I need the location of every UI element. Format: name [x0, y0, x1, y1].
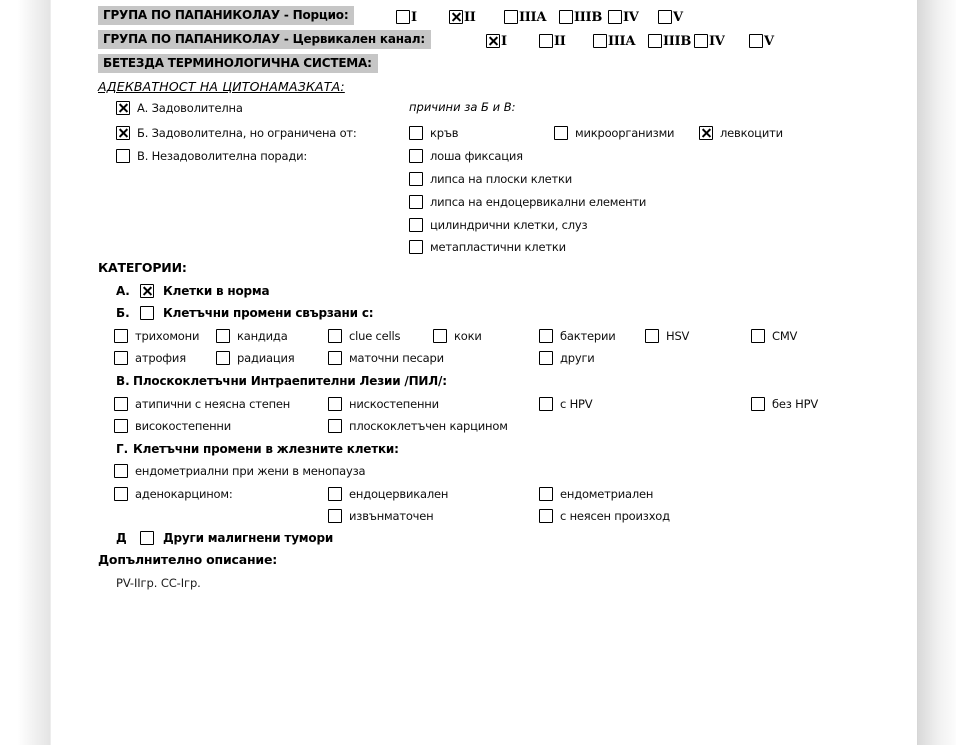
pap-cervical-iiib-label: IIIB	[663, 33, 692, 49]
pap-cervical-v-label: V	[764, 33, 774, 49]
pap-porcio-heading: ГРУПА ПО ПАПАНИКОЛАУ - Порцио:	[98, 6, 354, 25]
pap-porcio-iv-label: IV	[623, 9, 639, 25]
pap-porcio-ii-checkbox[interactable]	[449, 10, 463, 24]
pap-porcio-iiib-checkbox[interactable]	[559, 10, 573, 24]
drugi-label: други	[560, 351, 595, 365]
category-b-index: Б.	[116, 306, 130, 320]
atrofia-label: атрофия	[135, 351, 186, 365]
s-hpv-label: с HPV	[560, 397, 593, 411]
reason-metaplastichni-kletki	[409, 238, 566, 256]
category-a	[116, 282, 269, 300]
clue-cells-checkbox[interactable]	[328, 329, 342, 343]
bez-hpv-checkbox[interactable]	[751, 397, 765, 411]
flag-levkociti	[699, 124, 783, 142]
koki-label: коки	[454, 329, 482, 343]
b-radiacia	[216, 349, 294, 367]
pap-porcio-i-checkbox[interactable]	[396, 10, 410, 24]
b-trihomoni	[114, 327, 199, 345]
niskostepenni-label: нискостепенни	[349, 397, 439, 411]
neyasen-proizhod-label: с неясен произход	[560, 509, 670, 523]
category-d	[116, 529, 333, 547]
b-koki	[433, 327, 482, 345]
pap-cervical-option-iiib	[648, 32, 691, 50]
pap-porcio-iiia-label: IIIA	[519, 9, 547, 25]
lipsa-ploski-kletki-label: липса на плоски клетки	[430, 172, 572, 186]
pap-cervical-option-ii	[539, 32, 566, 50]
adequacy-item-b	[116, 124, 357, 142]
v-s-hpv	[539, 395, 592, 413]
adequacy-a-label: А. Задоволителна	[137, 101, 243, 115]
b-hsv	[645, 327, 689, 345]
pap-porcio-ii-label: II	[464, 9, 476, 25]
category-b	[116, 304, 373, 322]
adequacy-v-label: В. Незадоволителна поради:	[137, 149, 308, 163]
v-atipichni	[114, 395, 290, 413]
pap-cervical-ii-label: II	[554, 33, 566, 49]
trihomoni-label: трихомони	[135, 329, 200, 343]
bakterii-checkbox[interactable]	[539, 329, 553, 343]
adequacy-item-a	[116, 99, 243, 117]
pap-cervical-i-checkbox[interactable]	[486, 34, 500, 48]
bakterii-label: бактерии	[560, 329, 616, 343]
radiacia-checkbox[interactable]	[216, 351, 230, 365]
endometrialni-menopauza-label: ендометриални при жени в менопауза	[135, 464, 366, 478]
pap-cervical-option-iv	[694, 32, 725, 50]
pap-cervical-i-label: I	[501, 33, 507, 49]
reason-lipsa-ploski-kletki	[409, 170, 572, 188]
ploskokletuchen-karcinom-label: плоскоклетъчен карцином	[349, 419, 508, 433]
adequacy-title: АДЕКВАТНОСТ НА ЦИТОНАМАЗКАТА:	[98, 79, 345, 94]
b-atrofia	[114, 349, 186, 367]
atrofia-checkbox[interactable]	[114, 351, 128, 365]
drugi-maligneni-tumori-checkbox[interactable]	[140, 531, 154, 545]
endocervikalen-checkbox[interactable]	[328, 487, 342, 501]
s-hpv-checkbox[interactable]	[539, 397, 553, 411]
flag-mikroorganizmi	[554, 124, 674, 142]
pap-porcio-v-checkbox[interactable]	[658, 10, 672, 24]
adequacy-v-checkbox[interactable]	[116, 149, 130, 163]
b-matochni-pesari	[328, 349, 444, 367]
metaplastichni-kletki-checkbox[interactable]	[409, 240, 423, 254]
cilindrichni-kletki-label: цилиндрични клетки, слуз	[430, 218, 588, 232]
hsv-label: HSV	[666, 329, 690, 343]
document-page	[50, 0, 918, 745]
pap-porcio-option-v	[658, 8, 683, 26]
pap-cervical-heading: ГРУПА ПО ПАПАНИКОЛАУ - Цервикален канал:	[98, 30, 431, 49]
cmv-label: CMV	[772, 329, 798, 343]
cmv-checkbox[interactable]	[751, 329, 765, 343]
page-right-shadow	[918, 0, 956, 745]
category-v	[116, 372, 447, 390]
pap-cervical-v-checkbox[interactable]	[749, 34, 763, 48]
pap-porcio-v-label: V	[673, 9, 683, 25]
pap-porcio-option-ii	[449, 8, 476, 26]
pap-cervical-iiia-checkbox[interactable]	[593, 34, 607, 48]
additional-description-title: Допълнително описание:	[98, 552, 278, 567]
radiacia-label: радиация	[237, 351, 295, 365]
categories-title: КАТЕГОРИИ:	[98, 260, 187, 275]
reason-losha-fiksacia	[409, 147, 523, 165]
mikroorganizmi-label: микроорганизми	[575, 126, 675, 140]
v-ploskokletuchen-karcinom	[328, 417, 508, 435]
levkociti-label: левкоцити	[720, 126, 783, 140]
v-bez-hpv	[751, 395, 818, 413]
kandida-label: кандида	[237, 329, 288, 343]
adenokarcinom-checkbox[interactable]	[114, 487, 128, 501]
pap-cervical-iiia-label: IIIA	[608, 33, 636, 49]
kruv-label: кръв	[430, 126, 459, 140]
mikroorganizmi-checkbox[interactable]	[554, 126, 568, 140]
pap-porcio-option-iiib	[559, 8, 602, 26]
v-niskostepenni	[328, 395, 439, 413]
category-d-index: Д	[116, 531, 127, 545]
reason-kruv	[409, 124, 458, 142]
pap-porcio-option-i	[396, 8, 417, 26]
matochni-pesari-label: маточни песари	[349, 351, 444, 365]
bethesda-heading: БЕТЕЗДА ТЕРМИНОЛОГИЧНА СИСТЕМА:	[98, 54, 378, 73]
atipichni-checkbox[interactable]	[114, 397, 128, 411]
lipsa-ploski-kletki-checkbox[interactable]	[409, 172, 423, 186]
levkociti-checkbox[interactable]	[699, 126, 713, 140]
izvunmatochen-label: извънматочен	[349, 509, 434, 523]
g-endocervikalen	[328, 485, 448, 503]
kletki-v-norma-label: Клетки в норма	[163, 284, 270, 298]
kruv-checkbox[interactable]	[409, 126, 423, 140]
koki-checkbox[interactable]	[433, 329, 447, 343]
adequacy-a-checkbox[interactable]	[116, 101, 130, 115]
neyasen-proizhod-checkbox[interactable]	[539, 509, 553, 523]
b-kandida	[216, 327, 288, 345]
reasons-title: причини за Б и В:	[409, 100, 516, 114]
adequacy-b-label: Б. Задоволителна, но ограничена от:	[137, 126, 357, 140]
g-adenokarcinom	[114, 485, 233, 503]
adequacy-item-v	[116, 147, 307, 165]
lipsa-endocervikalni-checkbox[interactable]	[409, 195, 423, 209]
kandida-checkbox[interactable]	[216, 329, 230, 343]
pap-porcio-option-iiia	[504, 8, 546, 26]
bez-hpv-label: без HPV	[772, 397, 818, 411]
visokostepenni-label: високостепенни	[135, 419, 231, 433]
endocervikalen-label: ендоцервикален	[349, 487, 449, 501]
category-a-index: А.	[116, 284, 130, 298]
endometrialni-menopauza-checkbox[interactable]	[114, 464, 128, 478]
category-g-index: Г.	[116, 442, 129, 456]
pap-cervical-ii-checkbox[interactable]	[539, 34, 553, 48]
page-left-shadow	[0, 0, 50, 745]
category-g	[116, 440, 399, 458]
drugi-checkbox[interactable]	[539, 351, 553, 365]
b-bakterii	[539, 327, 616, 345]
kletki-v-norma-checkbox[interactable]	[140, 284, 154, 298]
pap-cervical-option-iiia	[593, 32, 635, 50]
clue-cells-label: clue cells	[349, 329, 401, 343]
g-neyasen-proizhod	[539, 507, 670, 525]
pap-cervical-iv-checkbox[interactable]	[694, 34, 708, 48]
pap-porcio-option-iv	[608, 8, 639, 26]
reason-cilindrichni-kletki	[409, 216, 587, 234]
adenokarcinom-label: аденокарцином:	[135, 487, 233, 501]
adequacy-b-checkbox[interactable]	[116, 126, 130, 140]
losha-fiksacia-label: лоша фиксация	[430, 149, 523, 163]
pap-cervical-iiib-checkbox[interactable]	[648, 34, 662, 48]
lipsa-endocervikalni-label: липса на ендоцервикални елементи	[430, 195, 647, 209]
v-visokostepenni	[114, 417, 231, 435]
g-endometrialni-menopauza	[114, 462, 365, 480]
category-v-index: В.	[116, 374, 130, 388]
metaplastichni-kletki-label: метапластични клетки	[430, 240, 566, 254]
category-v-label: Плоскоклетъчни Интраепителни Лезии /ПИЛ/:	[133, 374, 447, 388]
g-endometrialen	[539, 485, 653, 503]
b-drugi	[539, 349, 595, 367]
pap-cervical-option-v	[749, 32, 774, 50]
atipichni-label: атипични с неясна степен	[135, 397, 291, 411]
category-g-label: Клетъчни промени в жлезните клетки:	[133, 442, 399, 456]
pap-porcio-iiib-label: IIIB	[574, 9, 603, 25]
b-cmv	[751, 327, 797, 345]
reason-lipsa-endocervikalni	[409, 193, 646, 211]
pap-cervical-iv-label: IV	[709, 33, 725, 49]
endometrialen-label: ендометриален	[560, 487, 654, 501]
cilindrichni-kletki-checkbox[interactable]	[409, 218, 423, 232]
endometrialen-checkbox[interactable]	[539, 487, 553, 501]
trihomoni-checkbox[interactable]	[114, 329, 128, 343]
matochni-pesari-checkbox[interactable]	[328, 351, 342, 365]
losha-fiksacia-checkbox[interactable]	[409, 149, 423, 163]
pap-porcio-i-label: I	[411, 9, 417, 25]
pap-porcio-iiia-checkbox[interactable]	[504, 10, 518, 24]
visokostepenni-checkbox[interactable]	[114, 419, 128, 433]
niskostepenni-checkbox[interactable]	[328, 397, 342, 411]
kletuchni-promeni-label: Клетъчни промени свързани с:	[163, 306, 374, 320]
b-clue-cells	[328, 327, 400, 345]
kletuchni-promeni-checkbox[interactable]	[140, 306, 154, 320]
additional-description-value: PV-IIгр. CC-Iгр.	[116, 576, 201, 590]
ploskokletuchen-karcinom-checkbox[interactable]	[328, 419, 342, 433]
pap-cervical-option-i	[486, 32, 507, 50]
hsv-checkbox[interactable]	[645, 329, 659, 343]
drugi-maligneni-tumori-label: Други малигнени тумори	[163, 531, 334, 545]
izvunmatochen-checkbox[interactable]	[328, 509, 342, 523]
g-izvunmatochen	[328, 507, 433, 525]
pap-porcio-iv-checkbox[interactable]	[608, 10, 622, 24]
